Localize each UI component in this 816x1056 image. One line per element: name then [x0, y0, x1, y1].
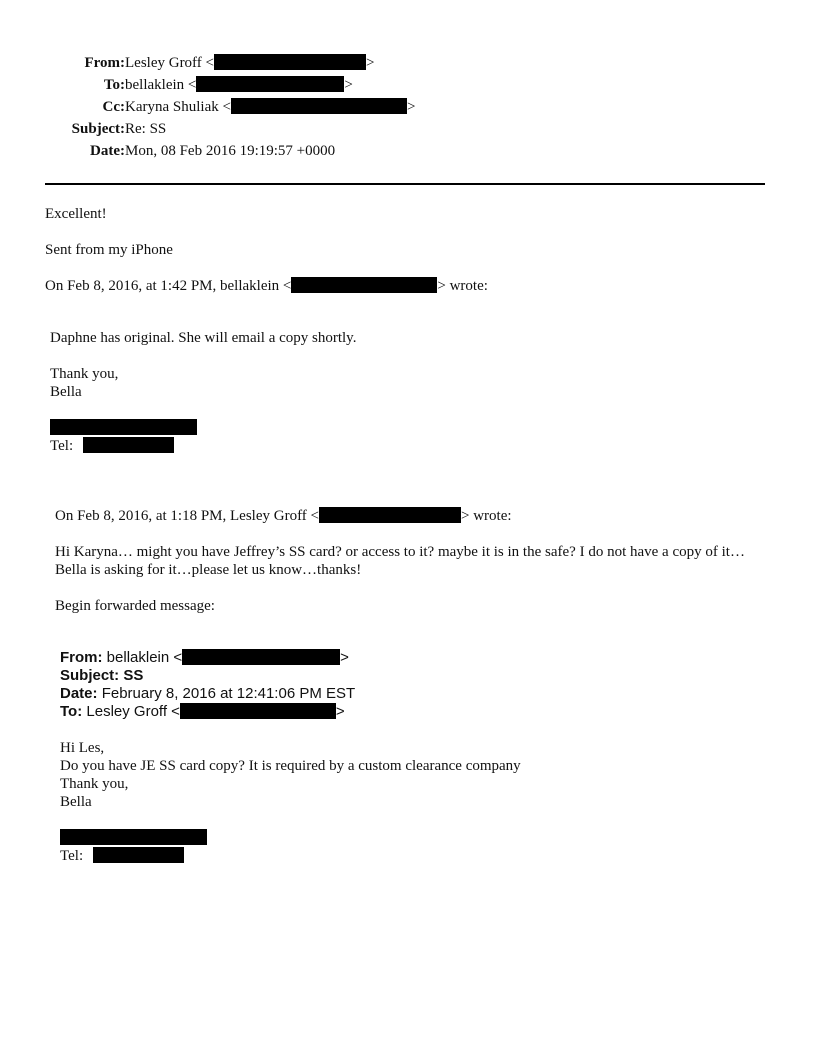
redaction-bar — [319, 507, 461, 523]
fwd-date-value: February 8, 2016 at 12:41:06 PM EST — [101, 685, 356, 702]
redaction-bar — [60, 829, 207, 845]
redaction-bar — [50, 419, 197, 435]
fwd-question: Do you have JE SS card copy? It is required by a custom clearance company — [60, 758, 521, 774]
close-bracket: > — [406, 99, 416, 115]
header-from-label: From: — [84, 55, 125, 71]
quote2-wrote: > wrote: — [461, 508, 512, 524]
redaction-bar — [182, 649, 340, 665]
body-line-signature: Sent from my iPhone — [45, 242, 173, 258]
fwd-to-label: To: — [60, 703, 83, 720]
body-line-excellent: Excellent! — [45, 206, 107, 222]
header-from-value-wrap — [125, 54, 374, 72]
redaction-bar — [83, 437, 174, 453]
close-bracket: > — [335, 703, 345, 720]
header-to-value-wrap — [125, 76, 353, 94]
fwd-from-row — [60, 649, 349, 667]
quote1-message: Daphne has original. She will email a copy shortly. — [50, 330, 357, 346]
quote1-intro: On Feb 8, 2016, at 1:42 PM, bellaklein < — [45, 278, 292, 294]
header-date-label: Date: — [90, 143, 125, 159]
header-subject-value: Re: SS — [125, 121, 167, 137]
fwd-date-row — [60, 685, 355, 703]
fwd-subject-label: Subject: — [60, 667, 120, 684]
tel-label: Tel: — [60, 848, 84, 864]
redaction-bar — [93, 847, 184, 863]
fwd-greeting: Hi Les, — [60, 740, 105, 756]
header-from-value: Lesley Groff < — [125, 55, 214, 71]
header-date-value: Mon, 08 Feb 2016 19:19:57 +0000 — [125, 143, 336, 159]
header-subject-label: Subject: — [71, 121, 125, 137]
fwd-from-label: From: — [60, 649, 103, 666]
quote2-intro-line — [55, 507, 512, 525]
quote2-intro: On Feb 8, 2016, at 1:18 PM, Lesley Groff < — [55, 508, 319, 524]
fwd-tel-line — [60, 847, 184, 865]
redaction-bar — [291, 277, 437, 293]
close-bracket: > — [344, 77, 353, 93]
quote2-message: Hi Karyna… might you have Jeffrey’s SS card? or access to it? maybe it is in the safe? I do not have a copy of it…Bella is asking for it…please let us know…thanks! — [55, 544, 745, 578]
fwd-redacted-name — [60, 829, 207, 847]
redaction-bar — [180, 703, 336, 719]
fwd-subject-value: SS — [123, 667, 144, 684]
fwd-date-label: Date: — [60, 685, 98, 702]
quote1-signature: Bella — [50, 384, 82, 400]
fwd-subject-row — [60, 667, 143, 685]
forward-label: Begin forwarded message: — [55, 598, 215, 614]
quote1-wrote: > wrote: — [437, 278, 488, 294]
quote1-tel-line — [50, 437, 174, 455]
fwd-from-value: bellaklein < — [106, 649, 183, 666]
header-divider — [45, 183, 765, 185]
close-bracket: > — [340, 649, 349, 666]
header-cc-value: Karyna Shuliak < — [125, 99, 231, 115]
close-bracket: > — [366, 55, 375, 71]
header-cc-label: Cc: — [102, 99, 125, 115]
header-to-value: bellaklein < — [125, 77, 197, 93]
quote1-intro-line — [45, 277, 488, 295]
fwd-signature: Bella — [60, 794, 92, 810]
fwd-thanks: Thank you, — [60, 776, 129, 792]
fwd-to-row — [60, 703, 345, 721]
redaction-bar — [214, 54, 366, 70]
quote1-thanks: Thank you, — [50, 366, 119, 382]
header-cc-value-wrap — [125, 98, 415, 116]
redaction-bar — [231, 98, 407, 114]
header-to-label: To: — [103, 77, 125, 93]
redaction-bar — [196, 76, 344, 92]
quote1-redacted-name — [50, 419, 197, 437]
fwd-to-value: Lesley Groff < — [86, 703, 180, 720]
tel-label: Tel: — [50, 438, 74, 454]
